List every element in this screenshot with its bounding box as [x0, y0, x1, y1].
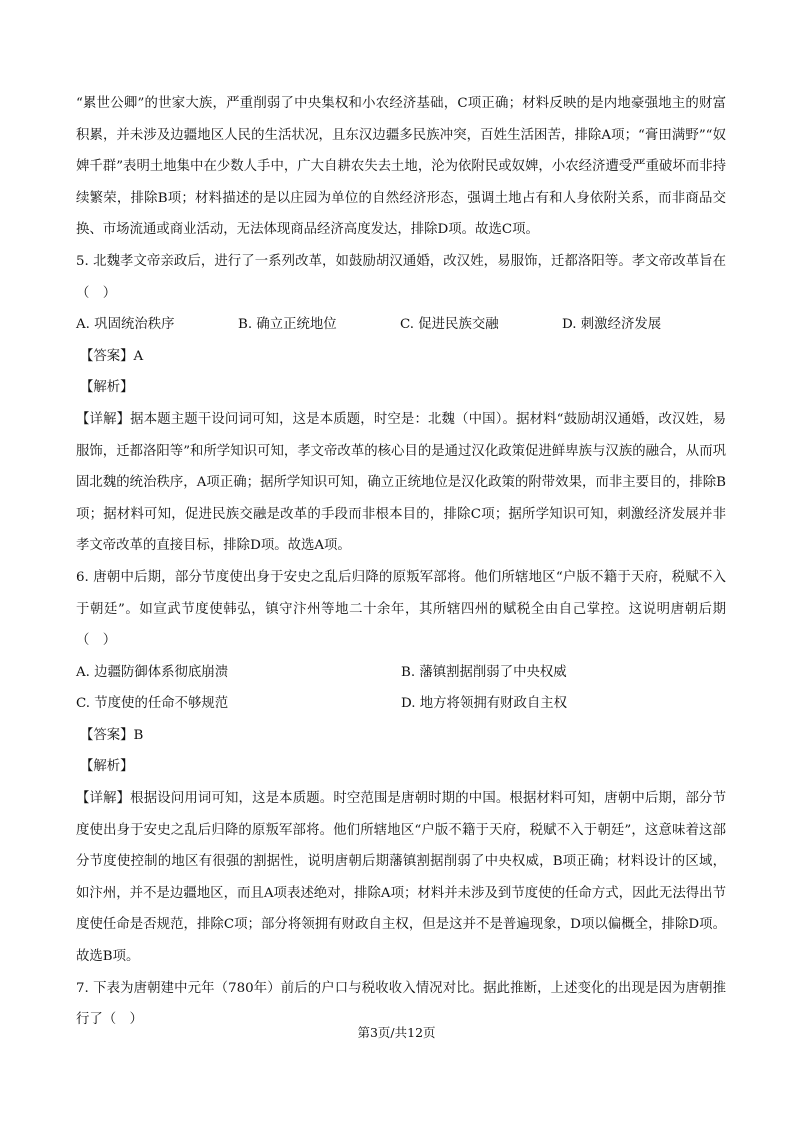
question-6-options-row-2 — [76, 688, 726, 720]
question-5-detail: 【详解】据本题主题干设问词可知，这是本质题，时空是：北魏（中国）。据材料“鼓励胡汉通婚，改汉姓，易服饰，迁都洛阳等”和所学知识可知，孝文帝改革的核心目的是通过汉化政策促进鲜卑族与汉族的融合，从而巩固北魏的统治秩序，A项正确；据所学知识可知，确立正统地位是汉化政策的附带效果，而非主要目的，排除B项；据材料可知，促进民族交融是改革的手段而非根本目的，排除C项；据所学知识可知，刺激经济发展并非孝文帝改革的直接目标，排除D项。故选A项。 — [76, 411, 726, 554]
question-6-detail: 【详解】根据设问用词可知，这是本质题。时空范围是唐朝时期的中国。根据材料可知，唐朝中后期，部分节度使出身于安史之乱后归降的原叛军部将。他们所辖地区“户版不籍于天府，税赋不入于朝廷”，这意味着这部分节度使控制的地区有很强的割据性，说明唐朝后期藩镇割据削弱了中央权威，B项正确；材料设计的区域，如汴州，并不是边疆地区，而且A项表述绝对，排除A项；材料并未涉及到节度使的任命方式，因此无法得出节度使任命是否规范，排除C项；部分将领拥有财政自主权，但是这并不是普遍现象，D项以偏概全，排除D项。故选B项。 — [76, 791, 726, 965]
question-6-option-c: C. 节度使的任命不够规范 — [76, 696, 229, 712]
question-6-stem: 6. 唐朝中后期，部分节度使出身于安史之乱后归降的原叛军部将。他们所辖地区“户版不籍于天府，税赋不入于朝廷”。如宣武节度使韩弘，镇守汴州等地二十余年，其所辖四州的赋税全由自己掌控。这说明唐朝后期（ ） — [76, 569, 726, 649]
previous-analysis-paragraph: “累世公卿”的世家大族，严重削弱了中央集权和小农经济基础，C项正确；材料反映的是内地豪强地主的财富积累，并未涉及边疆地区人民的生活状况，且东汉边疆多民族冲突，百姓生活困苦，排除A项；“膏田满野”“奴婢千群”表明土地集中在少数人手中，广大自耕农失去土地，沦为依附民或奴婢，小农经济遭受严重破坏而非持续繁荣，排除B项；材料描述的是以庄园为单位的自然经济形态，强调土地占有和人身依附关系，而非商品交换、市场流通或商业活动，无法体现商品经济高度发达，排除D项。故选C项。 — [76, 96, 726, 238]
question-7-stem: 7. 下表为唐朝建中元年（780年）前后的户口与税收收入情况对比。据此推断，上述变化的出现是因为唐朝推行了（ ） — [76, 980, 726, 1028]
question-5-analysis-label: 【解析】 — [80, 380, 134, 396]
question-6-option-d: D. 地方将领拥有财政自主权 — [401, 696, 568, 712]
question-6-option-b: B. 藩镇割据削弱了中央权威 — [401, 664, 567, 680]
question-5-option-d: D. 刺激经济发展 — [562, 317, 662, 333]
question-5-stem: 5. 北魏孝文帝亲政后，进行了一系列改革，如鼓励胡汉通婚，改汉姓，易服饰，迁都洛阳等。孝文帝改革旨在（ ） — [76, 253, 726, 301]
question-5-option-b: B. 确立正统地位 — [238, 317, 337, 333]
question-6-option-a: A. 边疆防御体系彻底崩溃 — [76, 664, 229, 680]
question-5-answer: 【答案】A — [80, 348, 144, 364]
question-6-options-row-1 — [76, 657, 726, 689]
question-6-answer: 【答案】B — [80, 727, 144, 743]
page-number-footer: 第3页/共12页 — [357, 1025, 436, 1040]
page-content — [76, 88, 726, 1036]
question-5-option-c: C. 促进民族交融 — [400, 317, 499, 333]
question-5-option-a: A. 巩固统治秩序 — [76, 317, 175, 333]
question-6-analysis-label: 【解析】 — [80, 759, 134, 775]
question-5-options — [76, 309, 726, 341]
